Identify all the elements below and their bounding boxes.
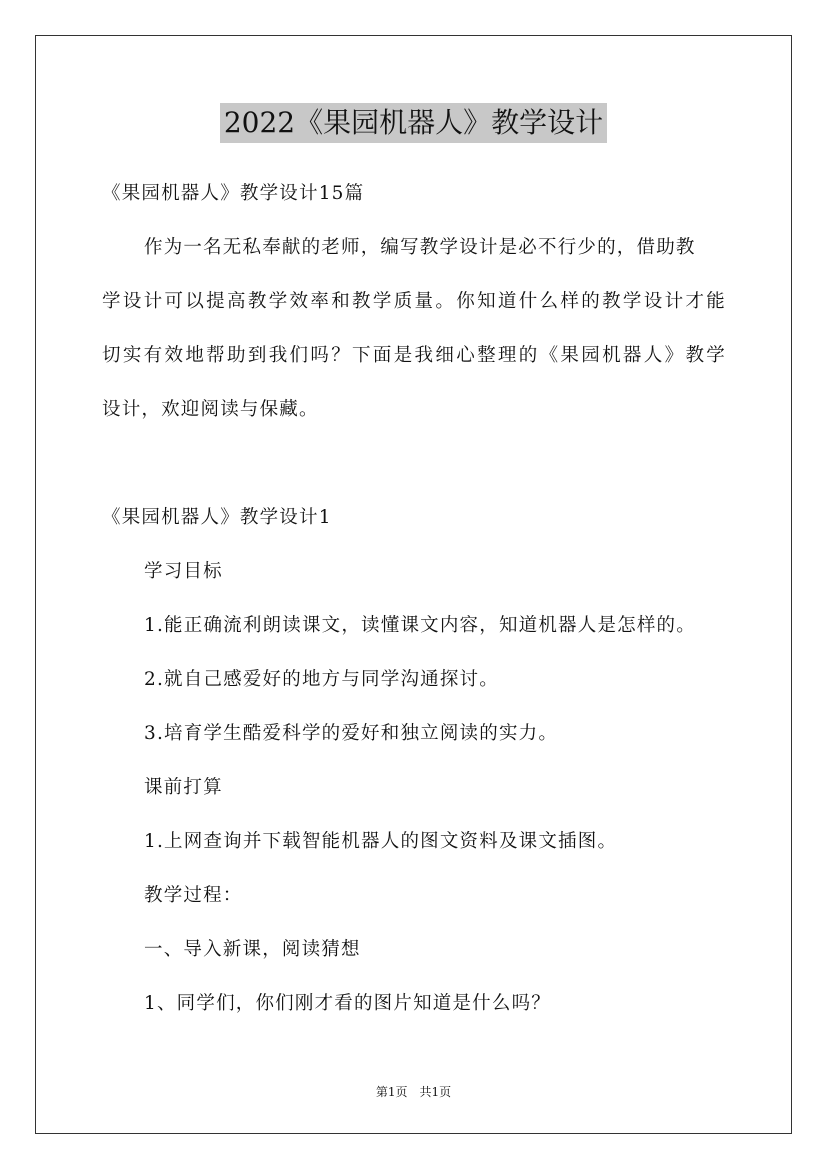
item-learning-goals: 学习目标 [144,561,223,582]
intro-line-4: 设计，欢迎阅读与保藏。 [102,399,319,420]
item-prep-1: 1.上网查询并下载智能机器人的图文资料及课文插图。 [144,831,618,852]
item-step-1: 一、导入新课，阅读猜想 [144,939,361,960]
item-goal-3: 3.培育学生酷爱科学的爱好和独立阅读的实力。 [144,723,559,744]
item-goal-1: 1.能正确流利朗读课文，读懂课文内容，知道机器人是怎样的。 [144,615,696,636]
intro-line-2: 学设计可以提高教学效率和教学质量。你知道什么样的教学设计才能 [102,291,726,312]
document-subtitle: 《果园机器人》教学设计15篇 [102,183,365,204]
item-preparation: 课前打算 [144,777,223,798]
title-container [0,103,827,143]
intro-line-1: 作为一名无私奉献的老师，编写教学设计是必不行少的，借助教 [144,237,696,258]
item-goal-2: 2.就自己感爱好的地方与同学沟通探讨。 [144,669,499,690]
intro-line-3: 切实有效地帮助到我们吗？下面是我细心整理的《果园机器人》教学 [102,345,726,366]
item-question-1: 1、同学们，你们刚才看的图片知道是什么吗？ [144,993,551,1014]
item-process: 教学过程： [144,885,243,906]
page-number-footer: 第1页 共1页 [375,1085,452,1099]
document-title: 2022《果园机器人》教学设计 [220,103,607,143]
section-heading: 《果园机器人》教学设计1 [102,507,332,528]
